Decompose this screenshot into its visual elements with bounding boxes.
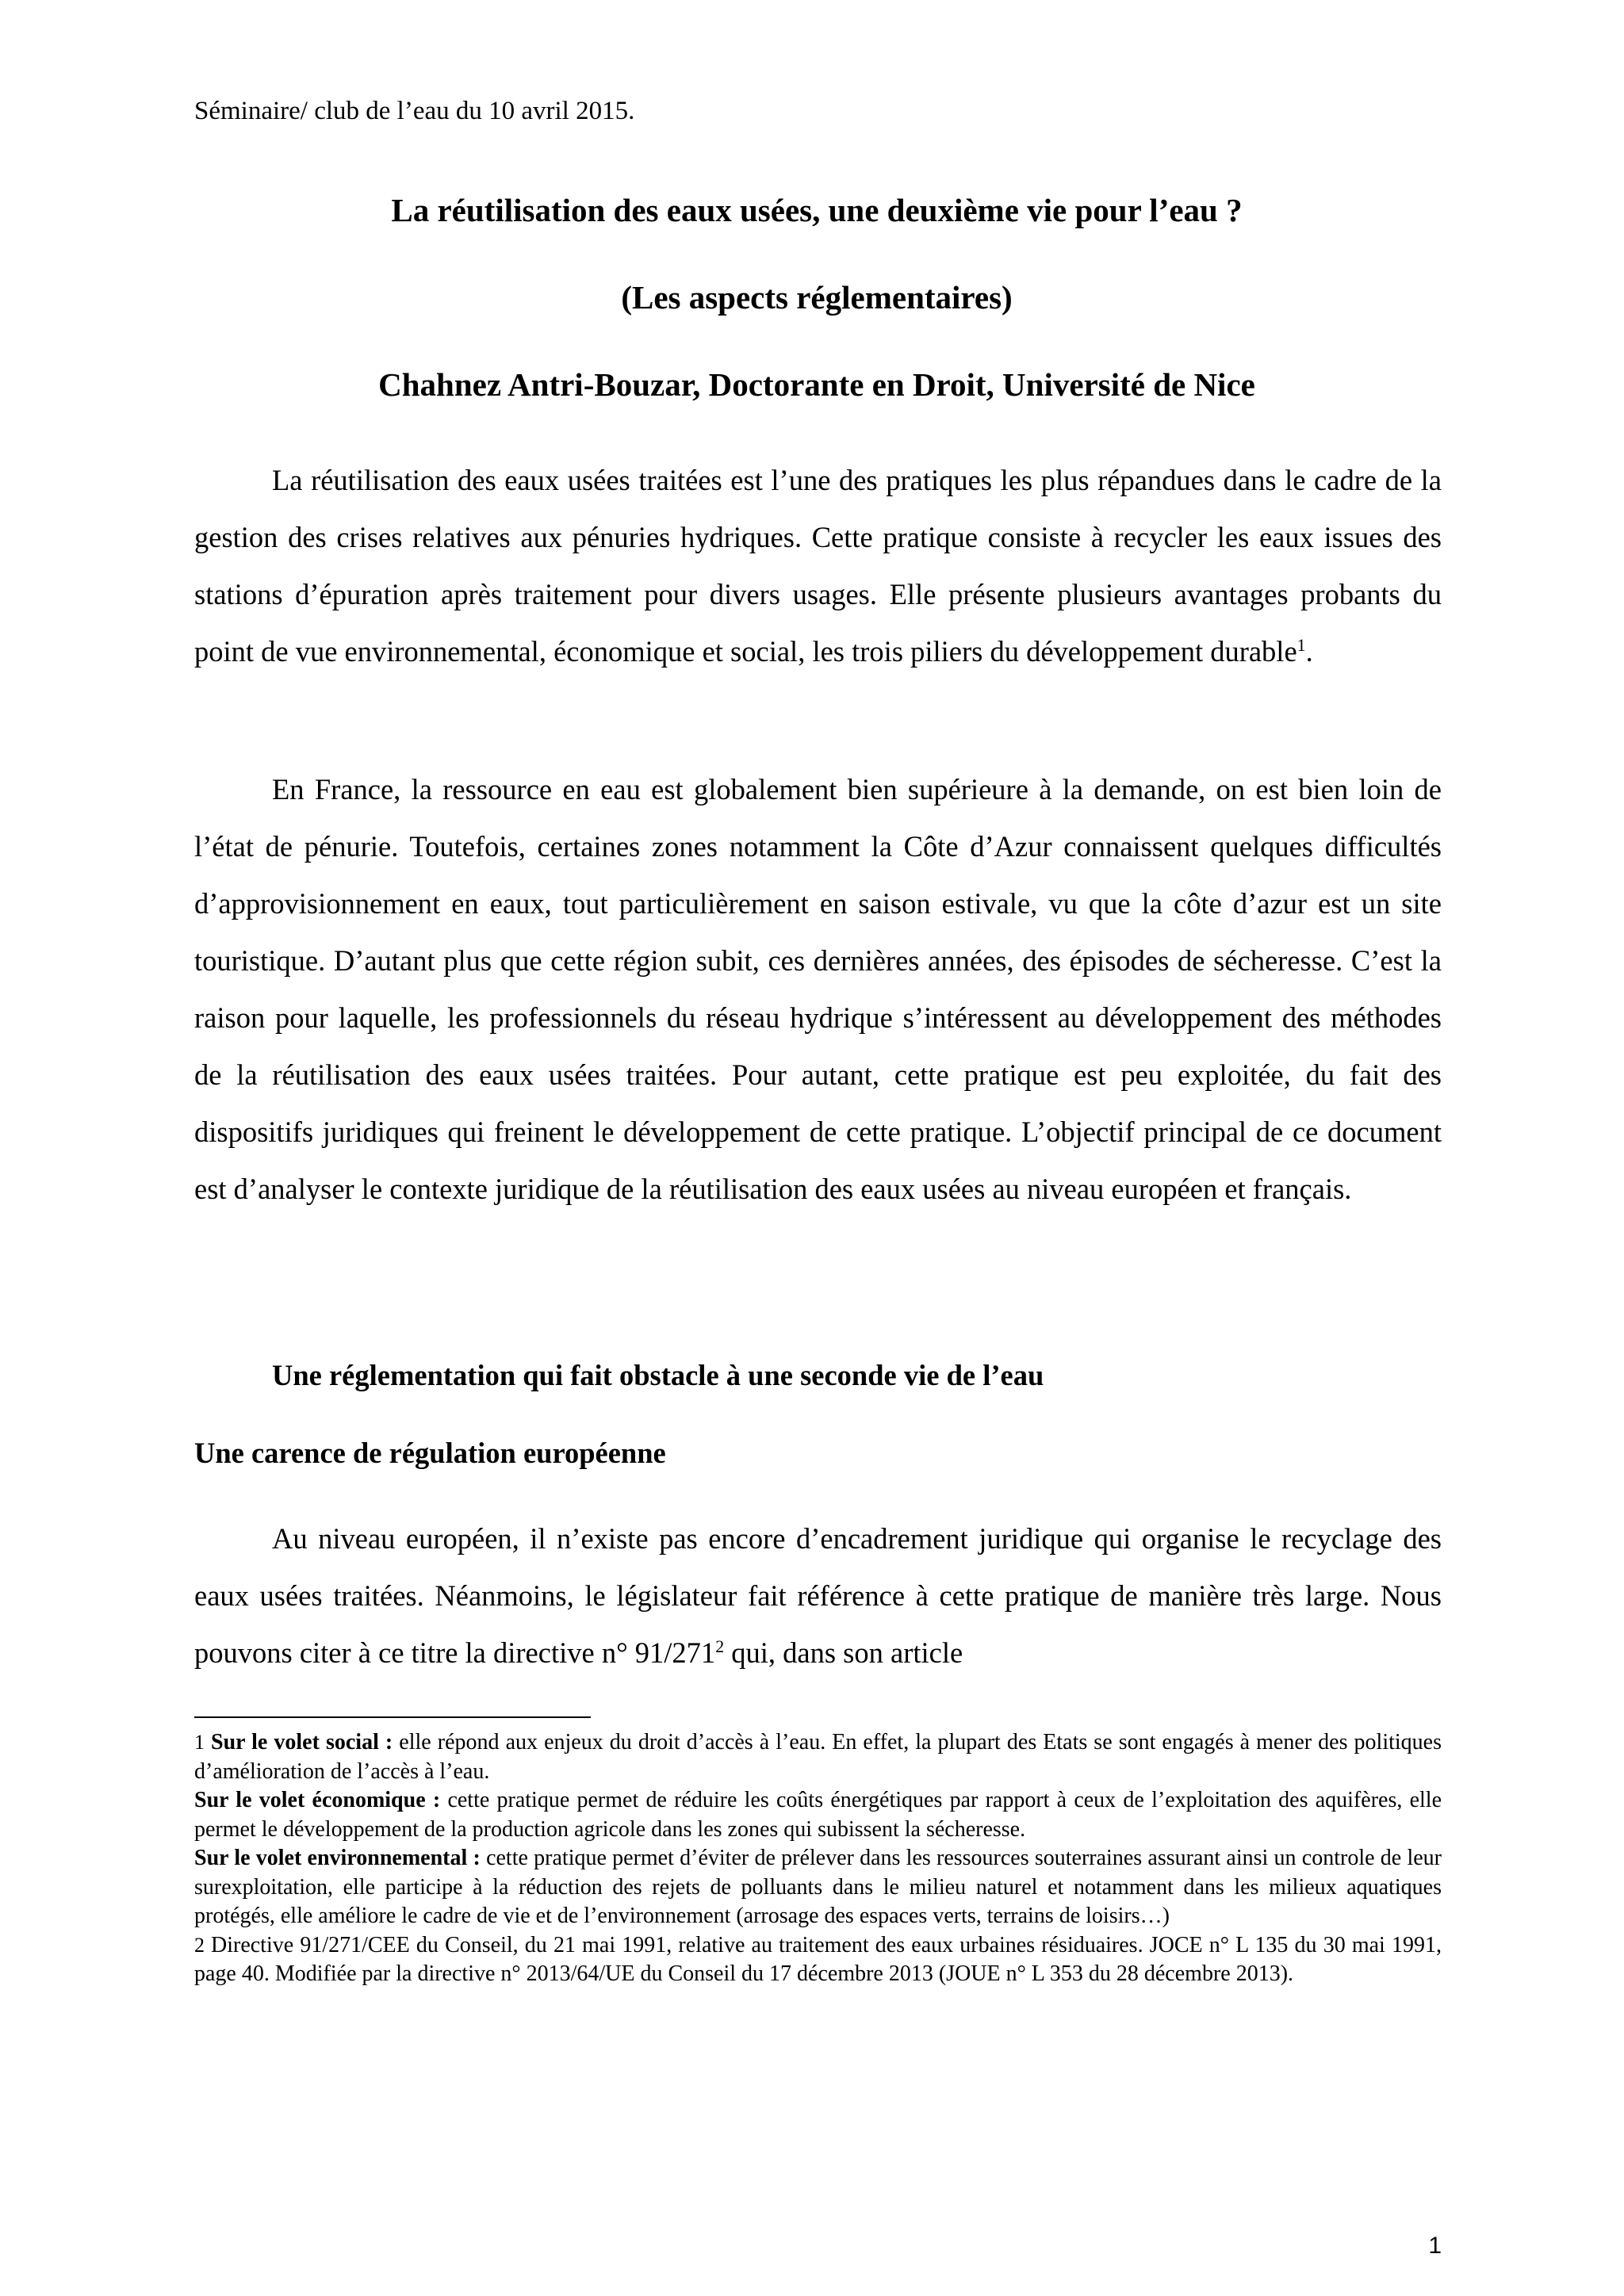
footnotes — [194, 1728, 1442, 1989]
page-header: Séminaire/ club de l’eau du 10 avril 2015. — [194, 97, 635, 125]
document-author: Chahnez Antri-Bouzar, Doctorante en Droit, Université de Nice — [378, 366, 1255, 403]
page-number: 1 — [1428, 2233, 1442, 2259]
footnote-1-environmental-text: cette pratique permet d’éviter de prélever dans les ressources souterraines assurant ainsi un controle de leur surexploitation, elle participe à la réduction des rejets de polluants dans le milieu naturel et notamment dans les milieux aquatiques protégés, elle améliore le cadre de vie et de l’environnement (arrosage des espaces verts, terrains de loisirs…) — [194, 1846, 1442, 1928]
paragraph-intro-text: La réutilisation des eaux usées traitées est l’une des pratiques les plus répandues dans le cadre de la gestion des crises relatives aux pénuries hydriques. Cette pratique consiste à recycler les eaux issues des stations d’épuration après traitement pour divers usages. Elle présente plusieurs avantages probants du point de vue environnemental, économique et social, les trois piliers du développement durable — [194, 464, 1442, 668]
footnote-1-social-label: Sur le volet social : — [211, 1730, 393, 1755]
footnote-1-social-text: elle répond aux enjeux du droit d’accès à l’eau. En effet, la plupart des Etats se sont engagés à mener des politiques d’amélioration de l’accès à l’eau. — [194, 1730, 1442, 1784]
paragraph-european-level-end: qui, dans son article — [724, 1636, 963, 1669]
footnote-1-economic-text: cette pratique permet de réduire les coûts énergétiques par rapport à ceux de l’exploitation des aquifères, elle permet le développement de la production agricole dans les zones qui subissent la sécheresse. — [194, 1788, 1442, 1842]
footnote-1-environmental-label: Sur le volet environnemental : — [194, 1846, 481, 1870]
footnote-1-economic-label: Sur le volet économique : — [194, 1788, 441, 1812]
document-subtitle: (Les aspects réglementaires) — [621, 279, 1013, 316]
footnote-separator — [194, 1716, 591, 1718]
footnote-1-social — [194, 1728, 1442, 1786]
subsection-heading: Une carence de régulation européenne — [194, 1437, 666, 1469]
paragraph-european-level — [194, 1510, 1442, 1682]
footnote-1-number: 1 — [194, 1731, 205, 1754]
footnote-1-environmental — [194, 1844, 1442, 1931]
footnote-reference-1[interactable]: 1 — [1297, 634, 1306, 655]
footnote-2-number: 2 — [194, 1933, 205, 1957]
paragraph-intro-end: . — [1305, 635, 1313, 668]
footnote-2 — [194, 1931, 1442, 1989]
document-title: La réutilisation des eaux usées, une deuxième vie pour l’eau ? — [391, 192, 1243, 228]
paragraph-european-level-text: Au niveau européen, il n’existe pas encore d’encadrement juridique qui organise le recyclage des eaux usées traitées. Néanmoins, le législateur fait référence à cette pratique de manière très large. Nous pouvons citer à ce titre la directive n° 91/271 — [194, 1522, 1442, 1669]
footnote-reference-2[interactable]: 2 — [715, 1636, 725, 1656]
section-heading: Une réglementation qui fait obstacle à une seconde vie de l’eau — [272, 1359, 1044, 1391]
footnote-2-text: Directive 91/271/CEE du Conseil, du 21 mai 1991, relative au traitement des eaux urbaines résiduaires. JOCE n° L 135 du 30 mai 1991, page 40. Modifiée par la directive n° 2013/64/UE du Conseil du 17 décembre 2013 (JOUE n° L 353 du 28 décembre 2013). — [194, 1932, 1442, 1986]
paragraph-france: En France, la ressource en eau est globalement bien supérieure à la demande, on est bien loin de l’état de pénurie. Toutefois, certaines zones notamment la Côte d’Azur connaissent quelques difficultés d’approvisionnement en eaux, tout particulièrement en saison estivale, vu que la côte d’azur est un site touristique. D’autant plus que cette région subit, ces dernières années, des épisodes de sécheresse. C’est la raison pour laquelle, les professionnels du réseau hydrique s’intéressent au développement des méthodes de la réutilisation des eaux usées traitées. Pour autant, cette pratique est peu exploitée, du fait des dispositifs juridiques qui freinent le développement de cette pratique. L’objectif principal de ce document est d’analyser le contexte juridique de la réutilisation des eaux usées au niveau européen et français. — [194, 773, 1442, 1205]
paragraph-intro — [194, 452, 1442, 680]
footnote-1-economic — [194, 1786, 1442, 1844]
